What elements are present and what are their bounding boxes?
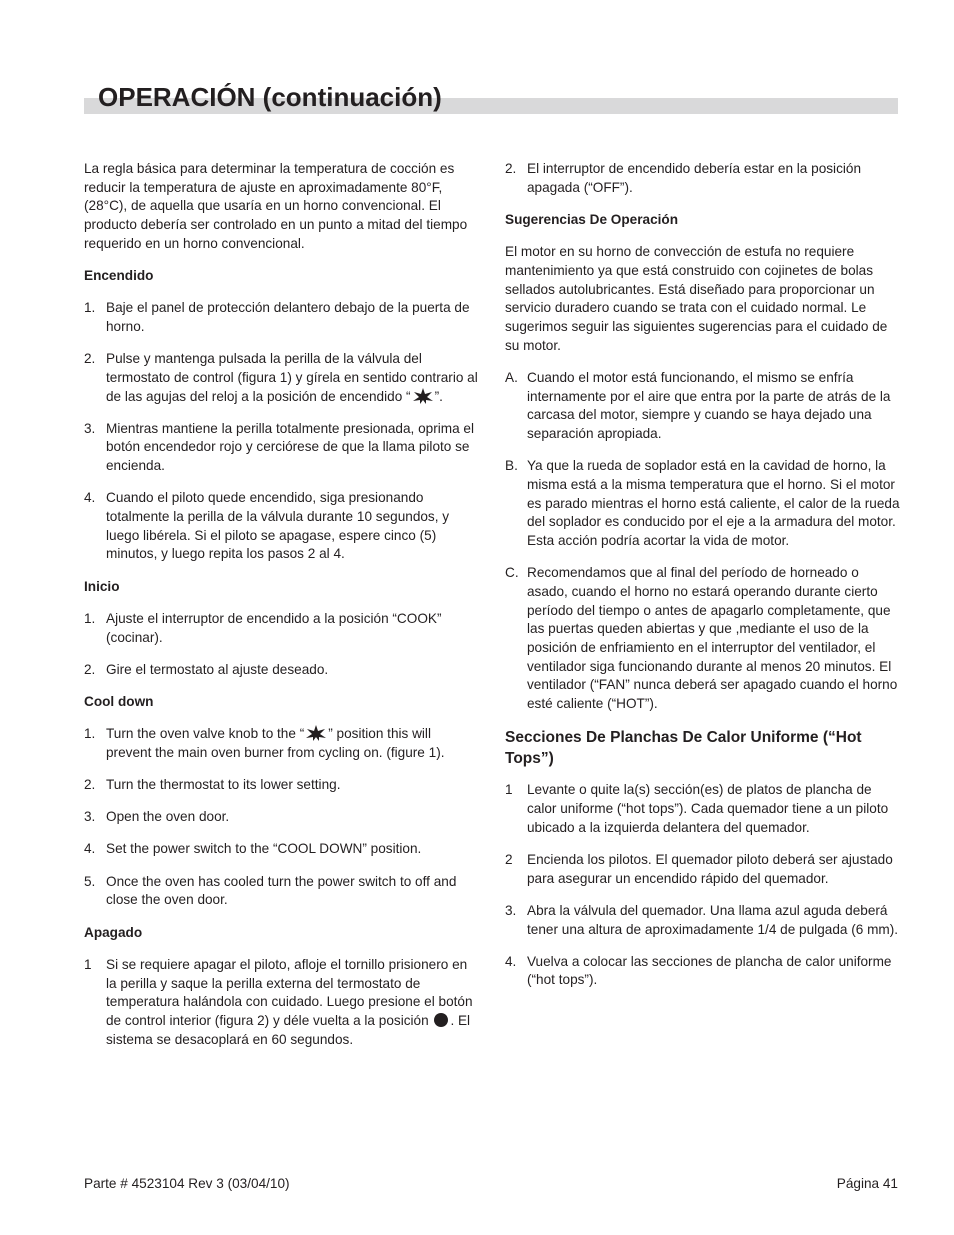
item-number: 2.	[505, 161, 517, 176]
item-text: Encienda los pilotos. El quemador piloto deberá ser ajustado para asegurar un encendido rápido del quemador.	[527, 851, 893, 886]
item-text: Mientras mantiene la perilla totalmente presionada, oprima el botón encendedor rojo y cerciórese de que la llama piloto se encienda.	[106, 420, 474, 474]
pilot-star-icon	[306, 725, 326, 741]
item-number: 2.	[84, 777, 96, 793]
cooldown-heading: Cool down	[84, 693, 154, 709]
item-text	[106, 956, 479, 1050]
footer-part-number: Parte # 4523104 Rev 3 (03/04/10)	[84, 1176, 290, 1191]
list-item	[84, 840, 479, 859]
list-item	[505, 564, 900, 714]
list-item	[84, 350, 479, 406]
list-item	[505, 851, 900, 888]
item-text-before: Pulse y mantenga pulsada la perilla de la válvula del termostato de control (figura 1) y gírela en sentido contrario al de las agujas del reloj a la posición de encendido “	[106, 351, 478, 404]
inicio-heading: Inicio	[84, 578, 120, 594]
item-text	[106, 350, 479, 406]
intro-paragraph: La regla básica para determinar la temperatura de cocción es reducir la temperatura de ajuste en aproximadamente 80°F, (28°C), de aquella que usaría en un horno convencional. El producto debería ser controlado en un punto a mitad del tiempo requerido en un horno convencional.	[84, 161, 468, 251]
list-item	[84, 808, 479, 827]
item-number: 2.	[84, 661, 96, 677]
left-column	[84, 160, 479, 1063]
item-number: 3.	[505, 902, 517, 918]
item-number: 1.	[84, 726, 96, 742]
item-number: 1.	[84, 300, 96, 316]
list-item	[505, 953, 900, 990]
item-number: 1	[84, 956, 92, 972]
item-text: Open the oven door.	[106, 809, 230, 825]
item-number: 1	[505, 782, 513, 798]
item-text: Recomendamos que al final del período de horneado o asado, cuando el horno no estará operando durante cierto período del tiempo o antes de apagarlo completamente, que las puertas queden abiertas y que ,mediante el uso de la posición de enfriamiento en el interruptor del ventilador, el ventilador siga funcionando durante al menos 20 minutos. El ventilador (“FAN” nunca deberá ser apagado cuando el horno esté caliente (“HOT”).	[527, 565, 898, 712]
item-text-before: Si se requiere apagar el piloto, afloje el tornillo prisionero en la perilla y saque la perilla externa del termostato de temperatura halándola con cuidado. Luego presione el botón de control interior (figura 2) y déle vuelta a la posición	[106, 956, 473, 1028]
sugerencias-intro: El motor en su horno de convección de estufa no requiere mantenimiento ya que está construido con cojinetes de bolas sellados autolubricantes. Está diseñado para proporcionar un servicio duradero cuando se trata con el cuidado normal. Le sugerimos seguir las siguientes sugerencias para el cuidado de su motor.	[505, 244, 888, 353]
item-text: Vuelva a colocar las secciones de plancha de calor uniforme (“hot tops”).	[527, 953, 892, 988]
item-number: 4.	[84, 841, 96, 857]
item-text: Levante o quite la(s) sección(es) de platos de plancha de calor uniforme (“hot tops”). Cada quemador tiene a un piloto ubicado a la izquierda delantera del quemador.	[527, 782, 889, 835]
list-item	[84, 420, 479, 476]
item-number: 2.	[84, 351, 96, 367]
item-number: C.	[505, 565, 519, 581]
list-item	[84, 299, 479, 336]
list-item	[84, 661, 479, 680]
hot-tops-heading: Secciones De Planchas De Calor Uniforme (“Hot Tops”)	[505, 729, 862, 768]
item-text-after: ”.	[434, 388, 443, 404]
list-item	[84, 725, 479, 762]
item-text: Cuando el motor está funcionando, el mismo se enfría internamente por el aire que entra por la parte de atrás de la carcasa del motor, siempre y cuando se haya dejado una separación apropiada.	[527, 369, 891, 441]
item-text: Gire el termostato al ajuste deseado.	[106, 661, 329, 677]
pilot-star-icon	[413, 388, 433, 404]
list-item	[505, 457, 900, 551]
item-text-before: Turn the oven valve knob to the “	[106, 726, 305, 742]
item-text: Abra la válvula del quemador. Una llama azul aguda deberá tener una altura de aproximadamente 1/4 de pulgada (6 mm).	[527, 902, 899, 937]
list-item	[505, 160, 900, 197]
item-text: Ya que la rueda de soplador está en la cavidad de horno, la misma está a la misma temperatura que el horno. Si el motor es parado mientras el horno está caliente, el calor de la rueda del soplador es conducido por el eje a la armadura del motor. Esta acción podría acortar la vida de motor.	[527, 458, 900, 548]
item-number: 4.	[505, 953, 517, 969]
item-number: 1.	[84, 610, 96, 626]
item-text	[106, 725, 479, 762]
item-text: El interruptor de encendido debería estar en la posición apagada (“OFF”).	[527, 161, 862, 195]
list-item	[505, 902, 900, 939]
item-number: 3.	[84, 420, 96, 436]
item-text: Once the oven has cooled turn the power switch to off and close the oven door.	[106, 873, 457, 908]
item-number: 2	[505, 851, 513, 867]
page-header	[84, 80, 898, 114]
item-number: 5.	[84, 873, 96, 889]
sugerencias-heading: Sugerencias De Operación	[505, 211, 679, 227]
list-item	[84, 610, 479, 647]
encendido-heading: Encendido	[84, 268, 154, 284]
item-text-after: ” position this will prevent the main oven burner from cycling on. (figure 1).	[106, 726, 445, 760]
footer-page-number: Página 41	[836, 1176, 898, 1191]
off-dot-icon	[434, 1013, 448, 1027]
item-text: Ajuste el interruptor de encendido a la posición “COOK” (cocinar).	[106, 610, 442, 645]
list-item	[505, 781, 900, 837]
right-column	[505, 160, 900, 1004]
list-item	[84, 776, 479, 795]
item-text: Baje el panel de protección delantero debajo de la puerta de horno.	[106, 300, 470, 334]
item-number: A.	[505, 369, 518, 385]
list-item	[84, 873, 479, 910]
item-text: Cuando el piloto quede encendido, siga presionando totalmente la perilla de la válvula durante 10 segundos, y luego libérela. Si el piloto se apagase, espere cinco (5) minutos, y luego repita los pasos 2 al 4.	[106, 490, 450, 562]
apagado-heading: Apagado	[84, 924, 143, 940]
item-number: 3.	[84, 809, 96, 825]
list-item	[84, 489, 479, 564]
item-number: 4.	[84, 490, 96, 506]
item-text: Turn the thermostat to its lower setting.	[106, 777, 341, 793]
item-number: B.	[505, 458, 518, 474]
list-item	[84, 956, 479, 1050]
list-item	[505, 369, 900, 444]
item-text-after: . El sistema se desacoplará en 60 segundos.	[106, 1012, 471, 1047]
page-title: OPERACIÓN (continuación)	[98, 82, 442, 112]
item-text: Set the power switch to the “COOL DOWN” position.	[106, 841, 422, 857]
